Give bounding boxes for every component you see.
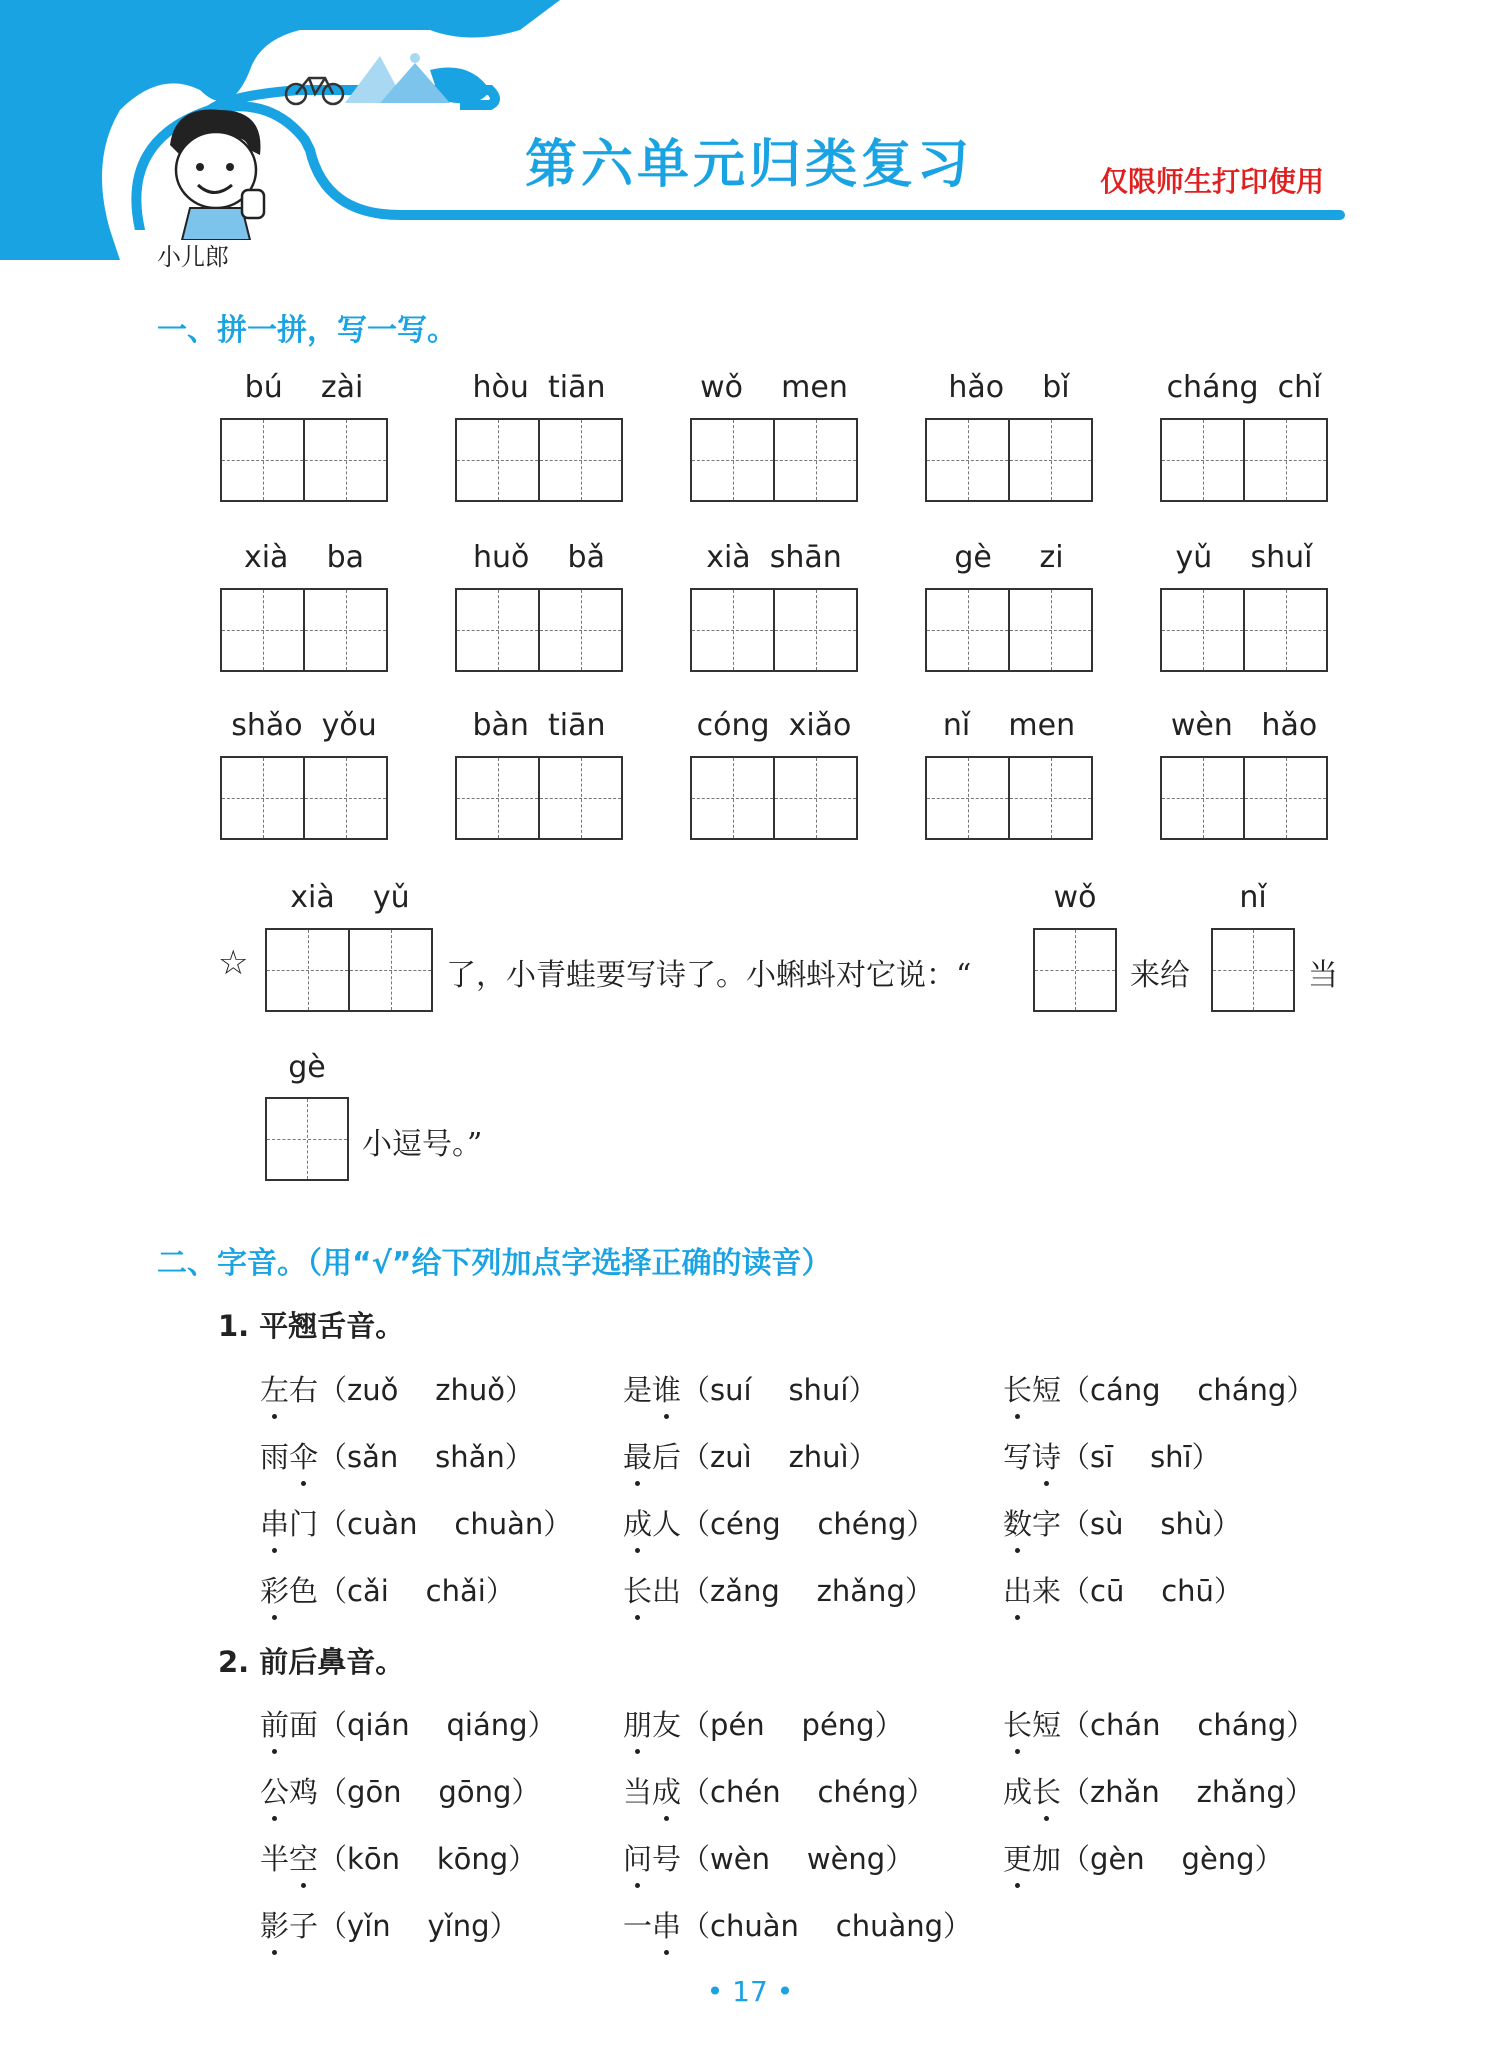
char-a: 写: [1003, 1440, 1033, 1474]
pinyin-label: nǐ men: [942, 708, 1076, 743]
pinyin-label: cóng xiǎo: [696, 708, 852, 743]
pinyin-label: gè zi: [954, 540, 1064, 575]
char-b: 后: [652, 1440, 682, 1474]
reading-option[interactable]: [623, 1502, 935, 1543]
pinyin-label: hǎo bǐ: [948, 370, 1070, 405]
pinyin-label: yǔ shuǐ: [1175, 540, 1313, 575]
char-b: 成: [652, 1770, 681, 1811]
char-a: 串: [260, 1502, 289, 1543]
sentence-text-1: 了，小青蛙要写诗了。小蝌蚪对它说：“: [446, 958, 972, 993]
char-b: 短: [1032, 1708, 1062, 1742]
char-a: 前: [260, 1703, 289, 1744]
reading-option[interactable]: [260, 1703, 557, 1744]
answer-box[interactable]: [1160, 756, 1328, 840]
section1-title: 一、拼一拼，写一写。: [157, 313, 457, 348]
pinyin-choices: （chuàn chuàng）: [681, 1909, 973, 1943]
char-a: 成: [1003, 1775, 1033, 1809]
char-b: 串: [652, 1904, 681, 1945]
char-b: 人: [652, 1507, 682, 1541]
sub-title-2: 2. 前后鼻音。: [218, 1645, 405, 1679]
char-b: 色: [289, 1574, 319, 1608]
reading-option[interactable]: [1003, 1502, 1241, 1543]
pinyin-label: bàn tiān: [472, 708, 606, 743]
char-b: 出: [652, 1574, 682, 1608]
char-a: 问: [623, 1837, 652, 1878]
reading-option[interactable]: [623, 1904, 972, 1945]
pinyin-choices: （sǎn shǎn）: [318, 1440, 534, 1474]
answer-box-1b[interactable]: [1211, 928, 1295, 1012]
char-a: 彩: [260, 1569, 289, 1610]
answer-box-2[interactable]: [265, 928, 433, 1012]
char-b: 面: [289, 1708, 319, 1742]
answer-box[interactable]: [1160, 418, 1328, 502]
reading-option[interactable]: [260, 1569, 515, 1610]
reading-option[interactable]: [1003, 1837, 1284, 1878]
char-b: 短: [1032, 1373, 1062, 1407]
pinyin-choices: （chán cháng）: [1061, 1708, 1316, 1742]
char-b: 字: [1032, 1507, 1062, 1541]
pinyin-choices: （gōn gōng）: [318, 1775, 541, 1809]
page-title: 第六单元归类复习: [525, 135, 974, 195]
char-a: 长: [1003, 1703, 1032, 1744]
answer-box[interactable]: [220, 418, 388, 502]
pinyin-label: xià shān: [706, 540, 842, 575]
char-b: 来: [1032, 1574, 1062, 1608]
char-a: 成: [623, 1502, 652, 1543]
char-b: 门: [289, 1507, 319, 1541]
char-b: 右: [289, 1373, 319, 1407]
pinyin-label: xià ba: [243, 540, 365, 575]
answer-box[interactable]: [925, 756, 1093, 840]
char-a: 朋: [623, 1703, 652, 1744]
answer-box[interactable]: [455, 418, 623, 502]
reading-option[interactable]: [260, 1368, 534, 1409]
reading-option[interactable]: [1003, 1368, 1315, 1409]
char-a: 公: [260, 1770, 289, 1811]
sentence-pinyin-3: nǐ: [1239, 880, 1267, 915]
pinyin-choices: （wèn wèng）: [681, 1842, 915, 1876]
pinyin-choices: （cuàn chuàn）: [318, 1507, 573, 1541]
char-a: 最: [623, 1435, 652, 1476]
reading-option[interactable]: [1003, 1770, 1314, 1811]
char-a: 数: [1003, 1502, 1032, 1543]
pinyin-label: wǒ men: [700, 370, 848, 405]
answer-box[interactable]: [925, 418, 1093, 502]
reading-option[interactable]: [260, 1837, 537, 1878]
sentence-pinyin-2: wǒ: [1053, 880, 1097, 915]
pinyin-choices: （suí shuí）: [681, 1373, 878, 1407]
pinyin-choices: （yǐn yǐng）: [318, 1909, 519, 1943]
reading-option[interactable]: [260, 1904, 519, 1945]
pinyin-label: hòu tiān: [472, 370, 606, 405]
char-a: 长: [623, 1569, 652, 1610]
section2-title: 二、字音。（用“√”给下列加点字选择正确的读音）: [157, 1246, 832, 1281]
answer-box[interactable]: [690, 588, 858, 672]
char-a: 左: [260, 1368, 289, 1409]
char-a: 一: [623, 1909, 653, 1943]
pinyin-label: wèn hǎo: [1170, 708, 1318, 743]
sentence-text-3: 当: [1308, 958, 1338, 993]
answer-box-1c[interactable]: [265, 1097, 349, 1181]
char-a: 更: [1003, 1837, 1032, 1878]
char-b: 加: [1032, 1842, 1062, 1876]
pinyin-choices: （gèn gèng）: [1061, 1842, 1284, 1876]
pinyin-choices: （zuì zhuì）: [681, 1440, 878, 1474]
pinyin-label: huǒ bǎ: [473, 540, 605, 575]
sentence-pinyin-1: xià yǔ: [290, 880, 410, 915]
char-b: 空: [289, 1837, 318, 1878]
sentence-pinyin-4: gè: [288, 1050, 326, 1085]
mascot-label: 小儿郎: [157, 243, 229, 271]
char-a: 影: [260, 1904, 289, 1945]
pinyin-choices: （zuǒ zhuǒ）: [318, 1373, 534, 1407]
char-a: 雨: [260, 1440, 290, 1474]
mascot-boy-icon: [150, 105, 280, 240]
answer-box[interactable]: [690, 418, 858, 502]
pinyin-choices: （kōn kōng）: [318, 1842, 538, 1876]
reading-option[interactable]: [1003, 1435, 1221, 1476]
char-a: 出: [1003, 1569, 1032, 1610]
char-b: 诗: [1032, 1435, 1061, 1476]
char-b: 子: [289, 1909, 319, 1943]
pinyin-choices: （zhǎn zhǎng）: [1061, 1775, 1314, 1809]
page-number: • 17 •: [706, 1975, 794, 2008]
pinyin-choices: （pén péng）: [681, 1708, 904, 1742]
sub-title-1: 1. 平翘舌音。: [218, 1309, 405, 1343]
restriction-note: 仅限师生打印使用: [1100, 165, 1325, 198]
pinyin-label: shǎo yǒu: [231, 708, 377, 743]
reading-option[interactable]: [623, 1837, 914, 1878]
char-b: 谁: [652, 1368, 681, 1409]
pinyin-choices: （chén chéng）: [681, 1775, 936, 1809]
sentence-text-4: 小逗号。”: [362, 1127, 483, 1162]
answer-box[interactable]: [455, 756, 623, 840]
pinyin-choices: （céng chéng）: [681, 1507, 936, 1541]
reading-option[interactable]: [260, 1502, 572, 1543]
reading-option[interactable]: [623, 1703, 904, 1744]
reading-option[interactable]: [623, 1435, 878, 1476]
star-icon: ☆: [218, 943, 249, 983]
char-a: 当: [623, 1775, 653, 1809]
pinyin-choices: （cáng cháng）: [1061, 1373, 1316, 1407]
answer-box-1a[interactable]: [1033, 928, 1117, 1012]
char-b: 号: [652, 1842, 682, 1876]
pinyin-choices: （cǎi chǎi）: [318, 1574, 515, 1608]
pinyin-label: cháng chǐ: [1166, 370, 1322, 405]
answer-box[interactable]: [220, 756, 388, 840]
mountain-icon: [345, 48, 455, 108]
reading-option[interactable]: [260, 1770, 540, 1811]
pinyin-label: bú zài: [244, 370, 364, 405]
reading-option[interactable]: [1003, 1703, 1315, 1744]
pinyin-choices: （cū chū）: [1061, 1574, 1243, 1608]
char-a: 半: [260, 1842, 290, 1876]
answer-box[interactable]: [1160, 588, 1328, 672]
answer-box[interactable]: [220, 588, 388, 672]
reading-option[interactable]: [623, 1770, 935, 1811]
answer-box[interactable]: [455, 588, 623, 672]
pinyin-choices: （sī shī）: [1061, 1440, 1221, 1474]
sentence-text-2: 来给: [1130, 958, 1190, 993]
char-a: 是: [623, 1373, 653, 1407]
char-b: 伞: [289, 1435, 318, 1476]
pinyin-choices: （zǎng zhǎng）: [681, 1574, 934, 1608]
reading-option[interactable]: [260, 1435, 534, 1476]
char-b: 鸡: [289, 1775, 319, 1809]
char-b: 友: [652, 1708, 682, 1742]
reading-option[interactable]: [623, 1368, 877, 1409]
char-b: 长: [1032, 1770, 1061, 1811]
pinyin-choices: （sù shù）: [1061, 1507, 1242, 1541]
bicycle-icon: [283, 70, 347, 106]
answer-box[interactable]: [690, 756, 858, 840]
answer-box[interactable]: [925, 588, 1093, 672]
reading-option[interactable]: [623, 1569, 934, 1610]
char-a: 长: [1003, 1368, 1032, 1409]
pinyin-choices: （qián qiáng）: [318, 1708, 557, 1742]
reading-option[interactable]: [1003, 1569, 1243, 1610]
